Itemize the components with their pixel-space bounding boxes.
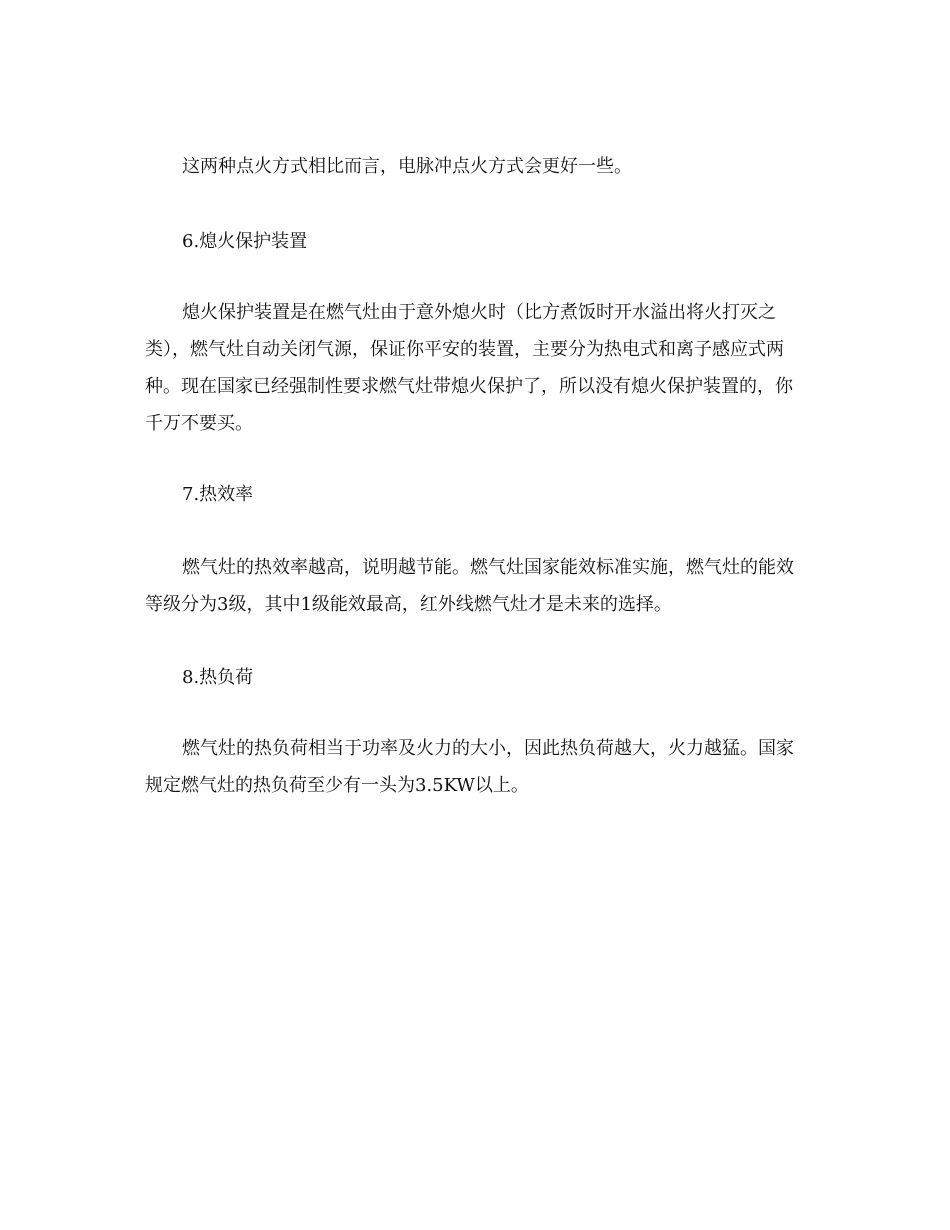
- paragraph-flameout-protection: 熄火保护装置是在燃气灶由于意外熄火时（比方煮饭时开水溢出将火打灭之类），燃气灶自动关闭气源，保证你平安的装置，主要分为热电式和离子感应式两种。现在国家已经强制性要求燃气灶带熄火保护了，所以没有熄火保护装置的，你千万不要买。: [145, 302, 793, 434]
- heading-thermal-efficiency: 7.热效率: [182, 484, 254, 505]
- heading-heat-load: 8.热负荷: [182, 667, 254, 688]
- paragraph-thermal-efficiency: 燃气灶的热效率越高，说明越节能。燃气灶国家能效标准实施，燃气灶的能效等级分为3级，其中1级能效最高，红外线燃气灶才是未来的选择。: [145, 557, 794, 615]
- heading-flameout-protection: 6.熄火保护装置: [182, 231, 308, 252]
- paragraph-heat-load: 燃气灶的热负荷相当于功率及火力的大小，因此热负荷越大，火力越猛。国家规定燃气灶的热负荷至少有一头为3.5KW以上。: [145, 738, 794, 796]
- paragraph-ignition-comparison: 这两种点火方式相比而言，电脉冲点火方式会更好一些。: [182, 156, 632, 177]
